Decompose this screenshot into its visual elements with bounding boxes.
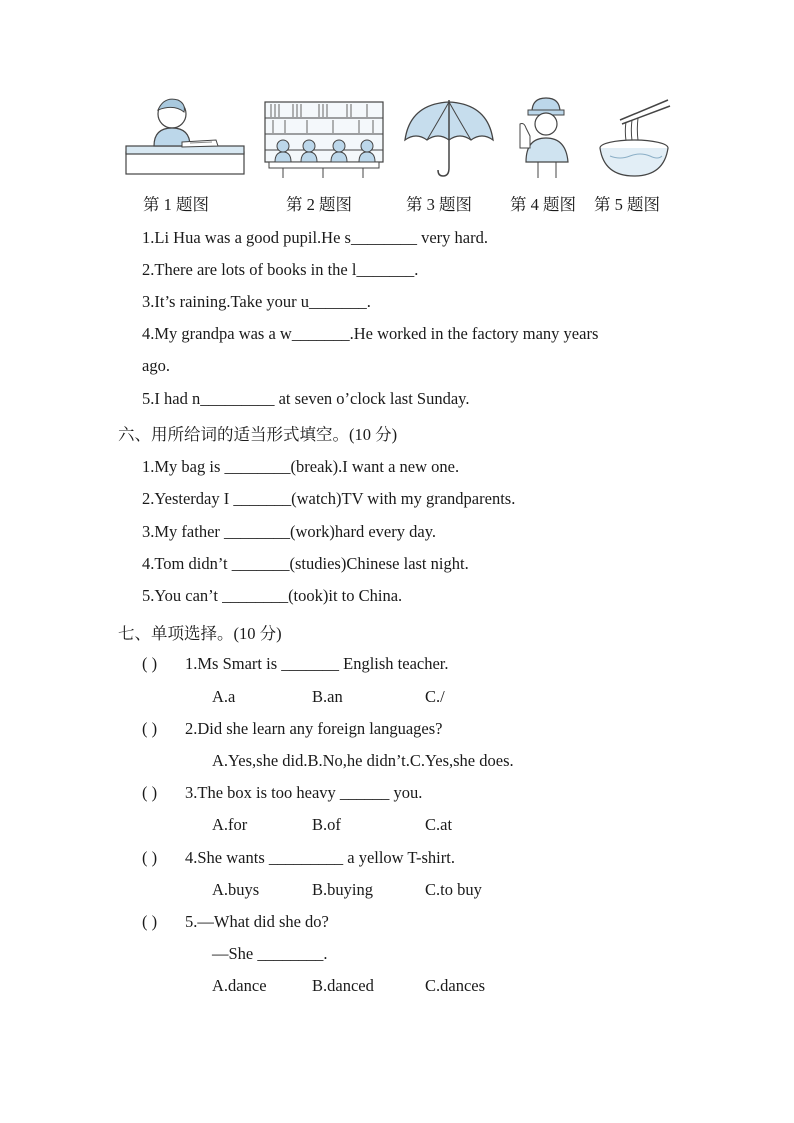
q3-option-b: B.of bbox=[312, 815, 341, 834]
figure-caption-5: 第 5 题图 bbox=[594, 195, 660, 214]
part7-question-4: 4.She wants _________ a yellow T-shirt. bbox=[185, 848, 455, 867]
noodle-bowl-illustration bbox=[596, 96, 672, 180]
q4-option-a: A.buys bbox=[212, 880, 260, 899]
part7-question-5: 5.—What did she do? bbox=[185, 912, 329, 931]
figure-caption-1: 第 1 题图 bbox=[143, 195, 209, 214]
q2-options: A.Yes,she did.B.No,he didn’t.C.Yes,she does. bbox=[212, 751, 514, 770]
figure-caption-3: 第 3 题图 bbox=[406, 195, 472, 214]
q3-option-c: C.at bbox=[425, 815, 453, 834]
part5-question-4: 4.My grandpa was a w_______.He worked in the factory many years bbox=[142, 324, 599, 343]
answer-bracket-5: ( ) bbox=[142, 912, 158, 931]
part6-question-3: 3.My father ________(work)hard every day. bbox=[142, 522, 437, 541]
part5-question-1: 1.Li Hua was a good pupil.He s________ very hard. bbox=[142, 228, 488, 247]
q5-option-a: A.dance bbox=[212, 976, 267, 995]
part6-question-1: 1.My bag is ________(break).I want a new one. bbox=[142, 457, 460, 476]
part6-question-2: 2.Yesterday I _______(watch)TV with my grandparents. bbox=[142, 489, 516, 508]
answer-bracket-2: ( ) bbox=[142, 719, 158, 738]
q1-option-c: C./ bbox=[425, 687, 445, 706]
answer-bracket-4: ( ) bbox=[142, 848, 158, 867]
q5-answer-line: —She ________. bbox=[212, 944, 328, 963]
part7-question-1: 1.Ms Smart is _______ English teacher. bbox=[185, 654, 449, 673]
part5-question-2: 2.There are lots of books in the l_______. bbox=[142, 260, 419, 279]
worker-thumbs-up-illustration bbox=[514, 96, 580, 180]
q4-option-b: B.buying bbox=[312, 880, 373, 899]
q1-option-a: A.a bbox=[212, 687, 236, 706]
q3-option-a: A.for bbox=[212, 815, 248, 834]
boy-studying-illustration bbox=[124, 94, 246, 180]
part5-question-5: 5.I had n_________ at seven o’clock last Sunday. bbox=[142, 389, 470, 408]
part5-question-3: 3.It’s raining.Take your u_______. bbox=[142, 292, 371, 311]
part6-question-4: 4.Tom didn’t _______(studies)Chinese last night. bbox=[142, 554, 469, 573]
part6-heading: 六、用所给词的适当形式填空。(10 分) bbox=[118, 425, 398, 444]
part5-question-4-continued: ago. bbox=[142, 356, 170, 375]
part7-question-3: 3.The box is too heavy ______ you. bbox=[185, 783, 423, 802]
answer-bracket-1: ( ) bbox=[142, 654, 158, 673]
umbrella-illustration bbox=[402, 98, 496, 180]
q5-option-c: C.dances bbox=[425, 976, 486, 995]
answer-bracket-3: ( ) bbox=[142, 783, 158, 802]
q5-option-b: B.danced bbox=[312, 976, 374, 995]
library-illustration bbox=[263, 100, 385, 180]
q4-option-c: C.to buy bbox=[425, 880, 482, 899]
part6-question-5: 5.You can’t ________(took)it to China. bbox=[142, 586, 403, 605]
q1-option-b: B.an bbox=[312, 687, 343, 706]
figure-caption-2: 第 2 题图 bbox=[286, 195, 352, 214]
part7-question-2: 2.Did she learn any foreign languages? bbox=[185, 719, 443, 738]
part7-heading: 七、单项选择。(10 分) bbox=[118, 624, 282, 643]
figure-caption-4: 第 4 题图 bbox=[510, 195, 576, 214]
